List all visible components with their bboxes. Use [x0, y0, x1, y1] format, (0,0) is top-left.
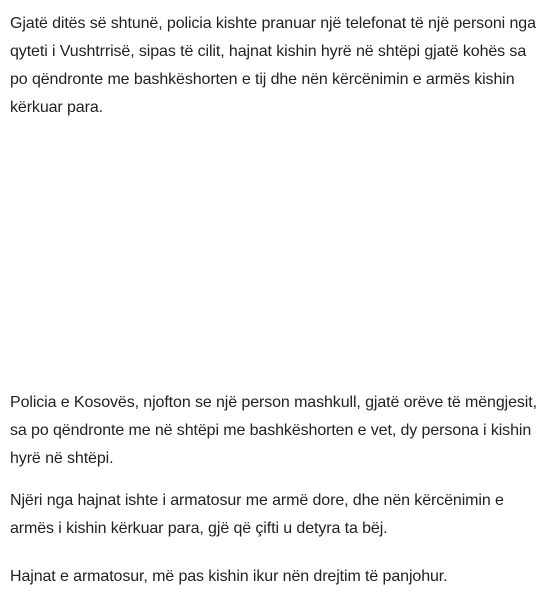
article-paragraph-2: Policia e Kosovës, njofton se një person mashkull, gjatë orëve të mëngjesit, sa po qëndronte me në shtëpi me bashkëshorten e vet, dy persona i kishin hyrë në shtëpi. — [10, 394, 537, 467]
blank-ad-space — [10, 130, 542, 380]
article-paragraph-4: Hajnat e armatosur, më pas kishin ikur nën drejtim të panjohur. — [10, 568, 448, 585]
article-paragraph-3: Njëri nga hajnat ishte i armatosur me armë dore, dhe nën kërcënimin e armës i kishin kërkuar para, gjë që çifti u detyra ta bëj. — [10, 492, 504, 537]
article-paragraph-1: Gjatë ditës së shtunë, policia kishte pranuar një telefonat të një personi nga qyteti i Vushtrrisë, sipas të cilit, hajnat kishin hyrë në shtëpi gjatë kohës sa po qëndronte me bashkëshorten e tij dhe nën kërcënimin e armës kishin kërkuar para. — [10, 15, 536, 116]
